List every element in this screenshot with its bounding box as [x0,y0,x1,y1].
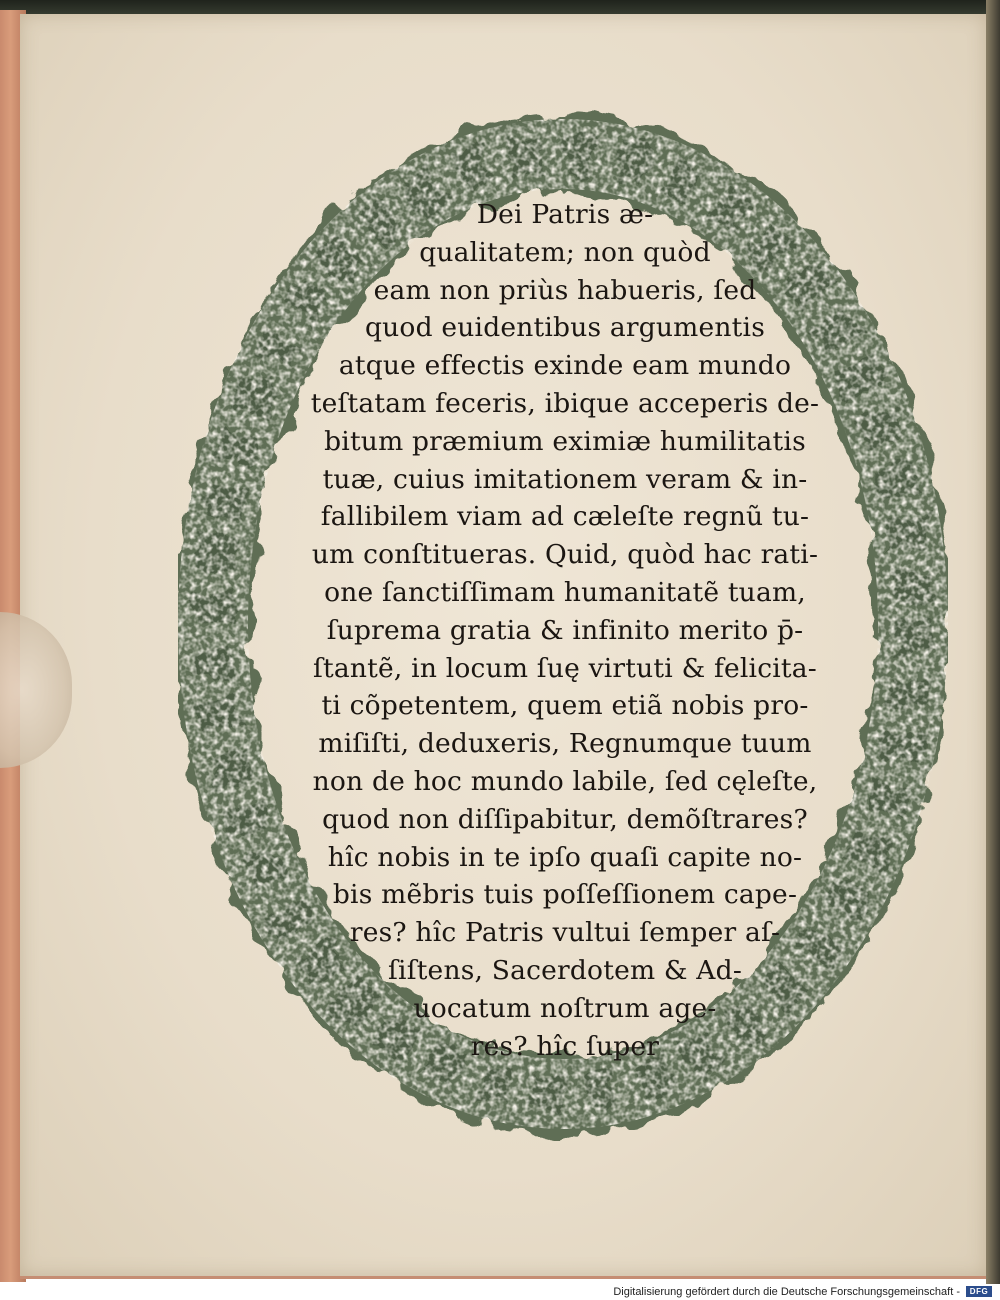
text-line: ti cõpetentem, quem etiã nobis pro- [321,690,809,722]
text-line: res? hîc ſuper [470,1030,660,1062]
scan-right-edge [986,0,1000,1290]
dfg-logo-icon: DFG [966,1286,992,1297]
dfg-credit: Digitalisierung gefördert durch die Deutsche Forschungsgemeinschaft - [613,1286,960,1298]
text-line: teſtatam feceris, ibique acceperis de- [310,387,820,419]
text-line: bis mẽbris tuis poſſeſſionem cape- [332,879,798,911]
text-line: quod euidentibus argumentis [365,312,765,344]
text-line: hîc nobis in te ipſo quaſi capite no- [327,841,803,873]
text-line: qualitatem; non quòd [419,236,711,268]
book-page [20,14,986,1279]
text-line: one ſanctiſſimam humanitatẽ tuam, [324,576,806,608]
text-line: um conſtitueras. Quid, quòd hac rati- [311,539,819,571]
text-line: quod non diſſipabitur, demõſtrares? [322,803,808,835]
text-line: res? hîc Patris vultui ſemper aſ- [349,917,781,949]
text-line: ſuprema gratia & infinito merito p̄- [326,614,804,646]
text-line: miſiſti, deduxeris, Regnumque tuum [318,728,812,760]
text-line: uocatum noſtrum age- [413,992,717,1024]
text-line: ſtantẽ, in locum ſuę virtuti & felicita- [313,652,817,684]
text-line: Dei Patris æ- [476,199,654,230]
text-line: bitum præmium eximiæ humilitatis [324,425,806,457]
text-line: atque effectis exinde eam mundo [338,350,792,382]
latin-text-block [255,196,875,1065]
text-line: tuæ, cuius imitationem veram & in- [322,463,808,495]
text-line: non de hoc mundo labile, ſed cęleſte, [312,765,818,797]
text-line: ſiſtens, Sacerdotem & Ad- [388,954,742,986]
text-line: eam non priùs habueris, ſed [373,274,757,306]
text-line: fallibilem viam ad cæleſte regnũ tu- [320,501,810,533]
footer-bar [0,1284,1000,1300]
